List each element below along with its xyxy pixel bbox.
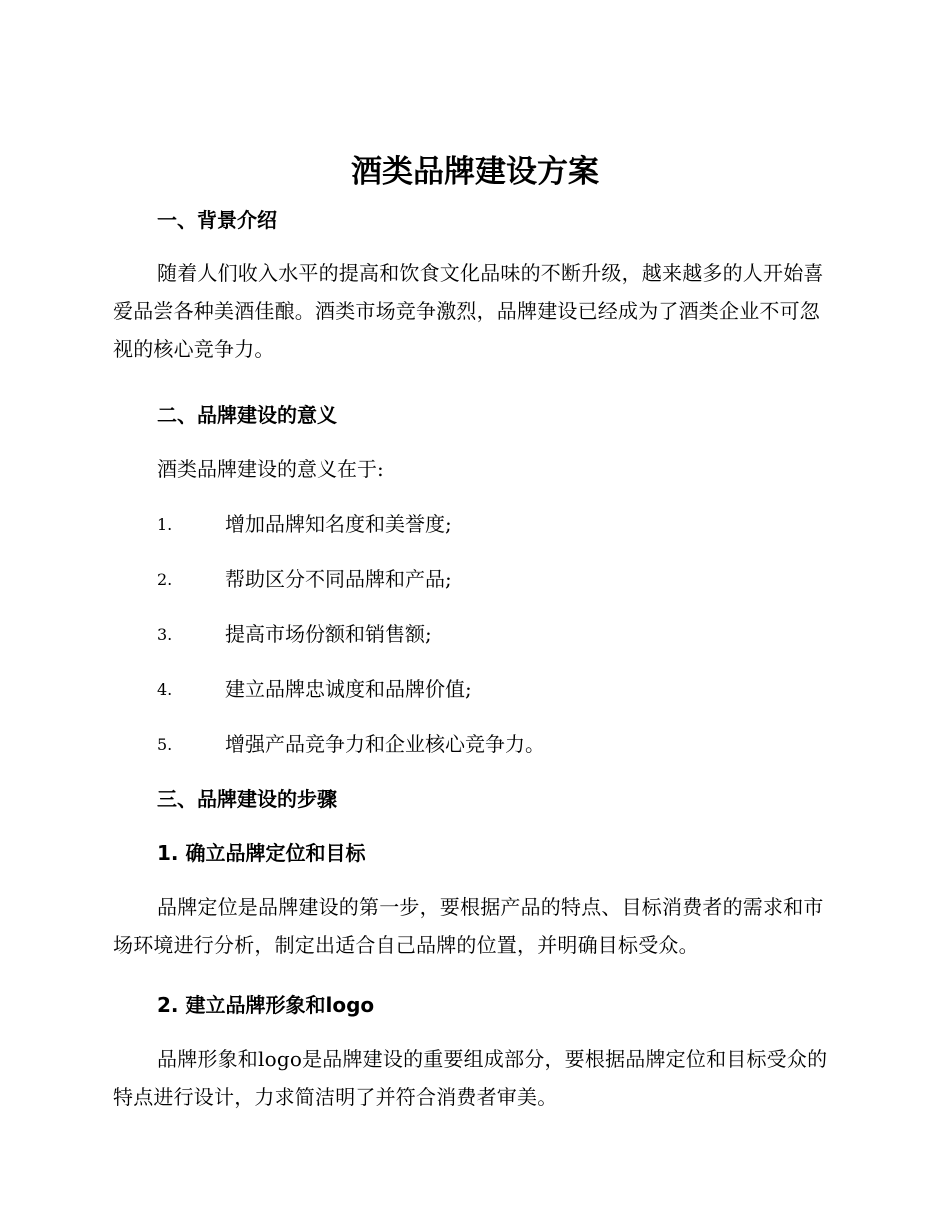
- list-item-number: 1.: [157, 515, 173, 534]
- list-item-text: 提高市场份额和销售额;: [225, 622, 432, 646]
- step-heading-logo: 2. 建立品牌形象和logo: [157, 993, 375, 1017]
- document-title: 酒类品牌建设方案: [351, 154, 599, 190]
- list-item-text: 增强产品竞争力和企业核心竞争力。: [225, 732, 545, 756]
- section-heading-steps: 三、品牌建设的步骤: [157, 787, 337, 811]
- list-item-number: 2.: [157, 570, 173, 589]
- list-item-number: 3.: [157, 625, 173, 644]
- list-item-text: 帮助区分不同品牌和产品;: [225, 567, 452, 591]
- list-item-number: 4.: [157, 680, 173, 699]
- list-item-number: 5.: [157, 735, 173, 754]
- significance-intro: 酒类品牌建设的意义在于:: [157, 457, 384, 481]
- section-heading-background: 一、背景介绍: [157, 208, 277, 232]
- section-heading-significance: 二、品牌建设的意义: [157, 403, 337, 427]
- positioning-paragraph: 品牌定位是品牌建设的第一步，要根据产品的特点、目标消费者的需求和市场环境进行分析，制定出适合自己品牌的位置，并明确目标受众。: [113, 895, 824, 957]
- background-paragraph: 随着人们收入水平的提高和饮食文化品味的不断升级，越来越多的人开始喜爱品尝各种美酒佳酿。酒类市场竞争激烈，品牌建设已经成为了酒类企业不可忽视的核心竞争力。: [113, 261, 824, 361]
- logo-paragraph: 品牌形象和logo是品牌建设的重要组成部分，要根据品牌定位和目标受众的特点进行设计，力求简洁明了并符合消费者审美。: [113, 1047, 828, 1109]
- list-item-text: 建立品牌忠诚度和品牌价值;: [225, 677, 472, 701]
- list-item-text: 增加品牌知名度和美誉度;: [225, 512, 452, 536]
- step-heading-positioning: 1. 确立品牌定位和目标: [157, 841, 366, 865]
